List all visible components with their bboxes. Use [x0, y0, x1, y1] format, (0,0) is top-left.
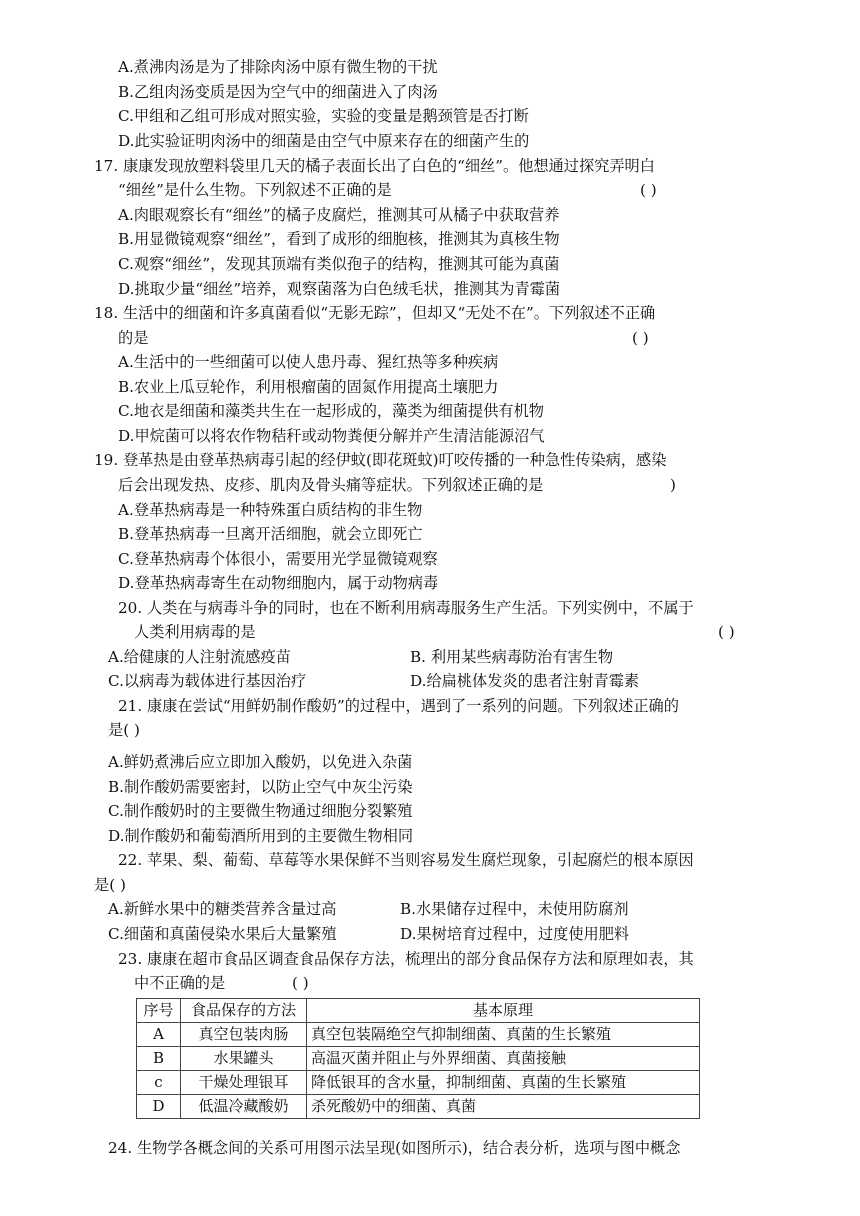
food-preservation-table	[136, 998, 700, 1119]
question-stem-cont: 是( )	[108, 721, 140, 739]
option-d: D.挑取少量“细丝”培养，观察菌落为白色绒毛状，推测其为青霉菌	[118, 280, 561, 298]
option-b: B.农业上瓜豆轮作，利用根瘤菌的固氮作用提高土壤肥力	[118, 378, 499, 396]
answer-paren: ( )	[292, 974, 309, 992]
table-cell: 高温灭菌并阻止与外界细菌、真菌接触	[307, 1047, 700, 1071]
option-b: B.用显微镜观察“细丝”，看到了成形的细胞核，推测其为真核生物	[118, 230, 560, 248]
option-b: B. 利用某些病毒防治有害生物	[410, 648, 614, 666]
option-c: C.以病毒为载体进行基因治疗	[108, 672, 307, 690]
question-stem-cont: 中不正确的是	[134, 974, 226, 992]
answer-paren: ( )	[718, 623, 735, 641]
table-cell: 真空包装隔绝空气抑制细菌、真菌的生长繁殖	[307, 1023, 700, 1047]
answer-paren: ( )	[632, 329, 649, 347]
table-cell: 杀死酸奶中的细菌、真菌	[307, 1095, 700, 1119]
option-b: B.乙组肉汤变质是因为空气中的细菌进入了肉汤	[118, 83, 438, 101]
table-cell: B	[137, 1047, 181, 1071]
option-c: C.细菌和真菌侵染水果后大量繁殖	[108, 925, 337, 943]
answer-paren: )	[670, 476, 676, 494]
question-stem-cont: 人类利用病毒的是	[134, 623, 256, 641]
option-d: D.甲烷菌可以将农作物秸秆或动物粪便分解并产生清洁能源沼气	[118, 427, 545, 445]
option-b: B.水果储存过程中，未使用防腐剂	[400, 900, 629, 918]
option-c: C.观察“细丝”，发现其顶端有类似孢子的结构，推测其可能为真菌	[118, 255, 560, 273]
table-row	[137, 1023, 700, 1047]
table-row	[137, 1047, 700, 1071]
question-stem: 17. 康康发现放塑料袋里几天的橘子表面长出了白色的“细丝”。他想通过探究弄明白	[94, 157, 655, 175]
option-d: D.登革热病毒寄生在动物细胞内，属于动物病毒	[118, 574, 439, 592]
table-cell: 水果罐头	[181, 1047, 307, 1071]
option-d: D.给扁桃体发炎的患者注射青霉素	[410, 672, 640, 690]
question-stem-cont: 后会出现发热、皮疹、肌肉及骨头痛等症状。下列叙述正确的是	[118, 476, 544, 494]
table-cell: 干燥处理银耳	[181, 1071, 307, 1095]
option-a: A.登革热病毒是一种特殊蛋白质结构的非生物	[118, 501, 423, 519]
table-cell: A	[137, 1023, 181, 1047]
question-stem: 23. 康康在超市食品区调查食品保存方法，梳理出的部分食品保存方法和原理如表，其	[118, 950, 694, 968]
option-c: C.地衣是细菌和藻类共生在一起形成的，藻类为细菌提供有机物	[118, 402, 544, 420]
option-d: D.制作酸奶和葡萄酒所用到的主要微生物相同	[108, 827, 414, 845]
question-stem: 19. 登革热是由登革热病毒引起的经伊蚊(即花斑蚊)叮咬传播的一种急性传染病，感染	[94, 451, 667, 469]
option-a: A.生活中的一些细菌可以使人患丹毒、猩红热等多种疾病	[118, 353, 499, 371]
answer-paren: ( )	[640, 181, 657, 199]
question-stem: 22. 苹果、梨、葡萄、草莓等水果保鲜不当则容易发生腐烂现象，引起腐烂的根本原因	[118, 851, 694, 869]
option-a: A.煮沸肉汤是为了排除肉汤中原有微生物的干扰	[118, 58, 438, 76]
question-stem: 21. 康康在尝试“用鲜奶制作酸奶”的过程中，遇到了一系列的问题。下列叙述正确的	[118, 697, 679, 715]
option-a: A.鲜奶煮沸后应立即加入酸奶，以免进入杂菌	[108, 753, 413, 771]
question-stem-cont: 的是	[118, 329, 149, 347]
option-c: C.登革热病毒个体很小，需要用光学显微镜观察	[118, 550, 438, 568]
header-cell: 基本原理	[307, 999, 700, 1023]
table-header-row	[137, 999, 700, 1023]
header-cell: 序号	[137, 999, 181, 1023]
option-d: D.此实验证明肉汤中的细菌是由空气中原来存在的细菌产生的	[118, 132, 530, 150]
table-cell: 低温冷藏酸奶	[181, 1095, 307, 1119]
table-cell: 降低银耳的含水量，抑制细菌、真菌的生长繁殖	[307, 1071, 700, 1095]
table-cell: c	[137, 1071, 181, 1095]
option-a: A.给健康的人注射流感疫苗	[108, 648, 291, 666]
header-cell: 食品保存的方法	[181, 999, 307, 1023]
table-cell: 真空包装肉肠	[181, 1023, 307, 1047]
question-stem: 24. 生物学各概念间的关系可用图示法呈现(如图所示)，结合表分析，选项与图中概念	[108, 1139, 681, 1157]
option-b: B.制作酸奶需要密封，以防止空气中灰尘污染	[108, 778, 413, 796]
question-stem: 20. 人类在与病毒斗争的同时，也在不断利用病毒服务生产生活。下列实例中，不属于	[118, 599, 694, 617]
question-stem-cont: “细丝”是什么生物。下列叙述不正确的是	[118, 181, 392, 199]
option-c: C.制作酸奶时的主要微生物通过细胞分裂繁殖	[108, 802, 413, 820]
option-a: A.新鲜水果中的糖类营养含量过高	[108, 900, 337, 918]
table-row	[137, 1095, 700, 1119]
option-c: C.甲组和乙组可形成对照实验，实验的变量是鹅颈管是否打断	[118, 107, 529, 125]
table-cell: D	[137, 1095, 181, 1119]
option-d: D.果树培育过程中，过度使用肥料	[400, 925, 630, 943]
option-a: A.肉眼观察长有“细丝”的橘子皮腐烂，推测其可从橘子中获取营养	[118, 206, 560, 224]
question-stem-cont: 是( )	[94, 876, 126, 894]
question-stem: 18. 生活中的细菌和许多真菌看似“无影无踪”，但却又“无处不在”。下列叙述不正确	[94, 304, 656, 322]
table-row	[137, 1071, 700, 1095]
option-b: B.登革热病毒一旦离开活细胞，就会立即死亡	[118, 525, 423, 543]
